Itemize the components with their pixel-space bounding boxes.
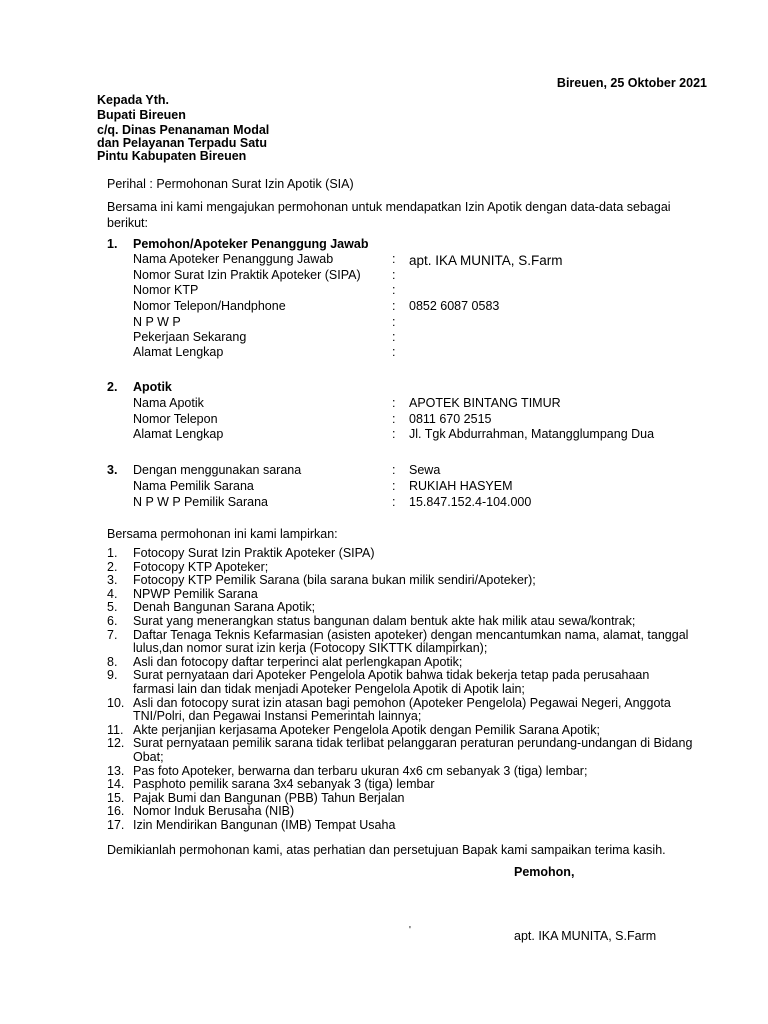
attachment-text: Pajak Bumi dan Bangunan (PBB) Tahun Berjalan [133,790,405,805]
recipient-line: c/q. Dinas Penanaman Modal [97,123,270,137]
attachment-item [107,819,707,833]
signature-mark: ' [409,925,411,936]
attachment-text: Denah Bangunan Sarana Apotik; [133,600,316,615]
recipient-line: Pintu Kabupaten Bireuen [97,149,247,163]
attachment-item [107,778,707,792]
attachment-number: 10. [107,695,125,710]
attachment-text: Asli dan fotocopy surat izin atasan bagi pemohon (Apoteker Pengelola) Pegawai Negeri, Anggota [133,695,671,710]
field-separator: : [392,495,396,509]
attachment-number: 8. [107,654,118,669]
attachment-item [107,561,707,575]
attachment-text: Akte perjanjian kerjasama Apoteker Pengelola Apotik dengan Pemilik Sarana Apotik; [133,722,600,737]
attachment-text: Nomor Induk Berusaha (NIB) [133,804,295,819]
attachment-number: 12. [107,736,125,751]
field-separator: : [392,283,396,297]
field-separator: : [392,427,396,441]
attachment-text: Asli dan fotocopy daftar terperinci alat perlengkapan Apotik; [133,654,463,669]
attachment-number: 16. [107,804,125,819]
attachment-item [107,792,707,806]
attachment-item [107,629,707,656]
attachment-text: Surat pernyataan dari Apoteker Pengelola Apotik bahwa tidak bekerja tetap pada perusahaan [133,668,650,683]
field-separator: : [392,252,396,266]
attachment-item [107,615,707,629]
attachment-text: Fotocopy KTP Pemilik Sarana (bila sarana bukan milik sendiri/Apoteker); [133,573,536,588]
letter-subject: Perihal : Permohonan Surat Izin Apotik (SIA) [107,177,354,191]
attachment-text: Pas foto Apoteker, berwarna dan terbaru ukuran 4x6 cm sebanyak 3 (tiga) lembar; [133,763,588,778]
field-value: 0852 6087 0583 [409,299,500,313]
attachment-item [107,588,707,602]
field-separator: : [392,299,396,313]
field-value: 0811 670 2515 [409,412,492,426]
section-title: Apotik [133,380,172,394]
attachment-number: 14. [107,777,125,792]
attachment-number: 1. [107,546,118,560]
attachment-number: 17. [107,817,125,832]
field-separator: : [392,463,396,477]
attachment-number: 2. [107,559,118,574]
field-label: Alamat Lengkap [133,427,224,441]
attachment-text: farmasi lain dan tidak menjadi Apoteker Pengelola Apotik di Apotik lain; [133,681,525,696]
attachments-intro: Bersama permohonan ini kami lampirkan: [107,527,338,541]
attachments-list [107,547,707,832]
signature-label: Pemohon, [514,865,575,879]
attachment-number: 13. [107,763,125,778]
field-label: Nomor Surat Izin Praktik Apoteker (SIPA) [133,268,361,282]
attachment-text: Daftar Tenaga Teknis Kefarmasian (asisten apoteker) dengan mencantumkan nama, alamat, tanggal [133,627,689,642]
attachment-item [107,601,707,615]
section-title: Pemohon/Apoteker Penanggung Jawab [133,237,369,251]
attachment-item [107,765,707,779]
letter-date: Bireuen, 25 Oktober 2021 [556,76,707,90]
field-label: Alamat Lengkap [133,345,224,359]
attachment-text: NPWP Pemilik Sarana [133,586,258,601]
field-value: 15.847.152.4-104.000 [409,495,532,509]
attachment-text: Fotocopy Surat Izin Praktik Apoteker (SIPA) [133,546,375,560]
field-label: Nama Apotik [133,396,204,410]
section-number: 1. [107,237,118,251]
field-label: Nomor Telepon/Handphone [133,299,286,313]
attachment-item [107,805,707,819]
field-label: Nama Apoteker Penanggung Jawab [133,252,334,266]
attachment-item [107,547,707,561]
attachment-text: Obat; [133,749,164,764]
field-label: Nomor KTP [133,283,199,297]
field-label: N P W P Pemilik Sarana [133,495,269,509]
attachment-text: Surat yang menerangkan status bangunan dalam bentuk akte hak milik atau sewa/kontrak; [133,613,636,628]
field-separator: : [392,315,396,329]
attachment-number: 7. [107,627,118,642]
attachment-text: Surat pernyataan pemilik sarana tidak terlibat pelanggaran peraturan perundang-undangan di Bidang [133,736,693,751]
attachment-number: 5. [107,600,118,615]
attachment-text: lulus,dan nomor surat izin kerja (Fotocopy SIKTTK dilampirkan); [133,641,488,656]
attachment-item [107,724,707,738]
field-value: apt. IKA MUNITA, S.Farm [409,253,563,268]
field-separator: : [392,396,396,410]
field-label: Nomor Telepon [133,412,218,426]
field-value: RUKIAH HASYEM [409,479,513,493]
recipient-line: Bupati Bireuen [97,108,186,122]
attachment-text: Fotocopy KTP Apoteker; [133,559,269,574]
attachment-text: Pasphoto pemilik sarana 3x4 sebanyak 3 (tiga) lembar [133,777,435,792]
closing-sentence: Demikianlah permohonan kami, atas perhatian dan persetujuan Bapak kami sampaikan terima kasih. [107,843,666,857]
recipient-line: dan Pelayanan Terpadu Satu [97,136,267,150]
attachment-text: TNI/Polri, dan Pegawai Instansi Pemerintah lainnya; [133,709,422,724]
field-label: Nama Pemilik Sarana [133,479,254,493]
attachment-number: 4. [107,586,118,601]
field-separator: : [392,412,396,426]
attachment-item [107,669,707,696]
attachment-item [107,656,707,670]
attachment-number: 3. [107,573,118,588]
attachment-number: 6. [107,613,118,628]
attachment-number: 9. [107,668,118,683]
section-number: 3. [107,463,118,477]
field-value: Jl. Tgk Abdurrahman, Matangglumpang Dua [409,427,655,441]
attachment-number: 15. [107,790,125,805]
field-label: Pekerjaan Sekarang [133,330,247,344]
attachment-text: Izin Mendirikan Bangunan (IMB) Tempat Usaha [133,817,396,832]
letter-intro: Bersama ini kami mengajukan permohonan untuk mendapatkan Izin Apotik dengan data-data sebagai berikut: [107,200,671,230]
attachment-item [107,574,707,588]
signer-name: apt. IKA MUNITA, S.Farm [514,929,657,943]
attachment-item [107,737,707,764]
field-separator: : [392,268,396,282]
recipient-line: Kepada Yth. [97,93,170,107]
field-label: N P W P [133,315,181,329]
attachment-item [107,697,707,724]
section-number: 2. [107,380,118,394]
field-separator: : [392,345,396,359]
field-separator: : [392,330,396,344]
field-value: APOTEK BINTANG TIMUR [409,396,561,410]
field-value: Sewa [409,463,441,477]
field-separator: : [392,479,396,493]
field-label: Dengan menggunakan sarana [133,463,302,477]
attachment-number: 11. [107,722,124,737]
